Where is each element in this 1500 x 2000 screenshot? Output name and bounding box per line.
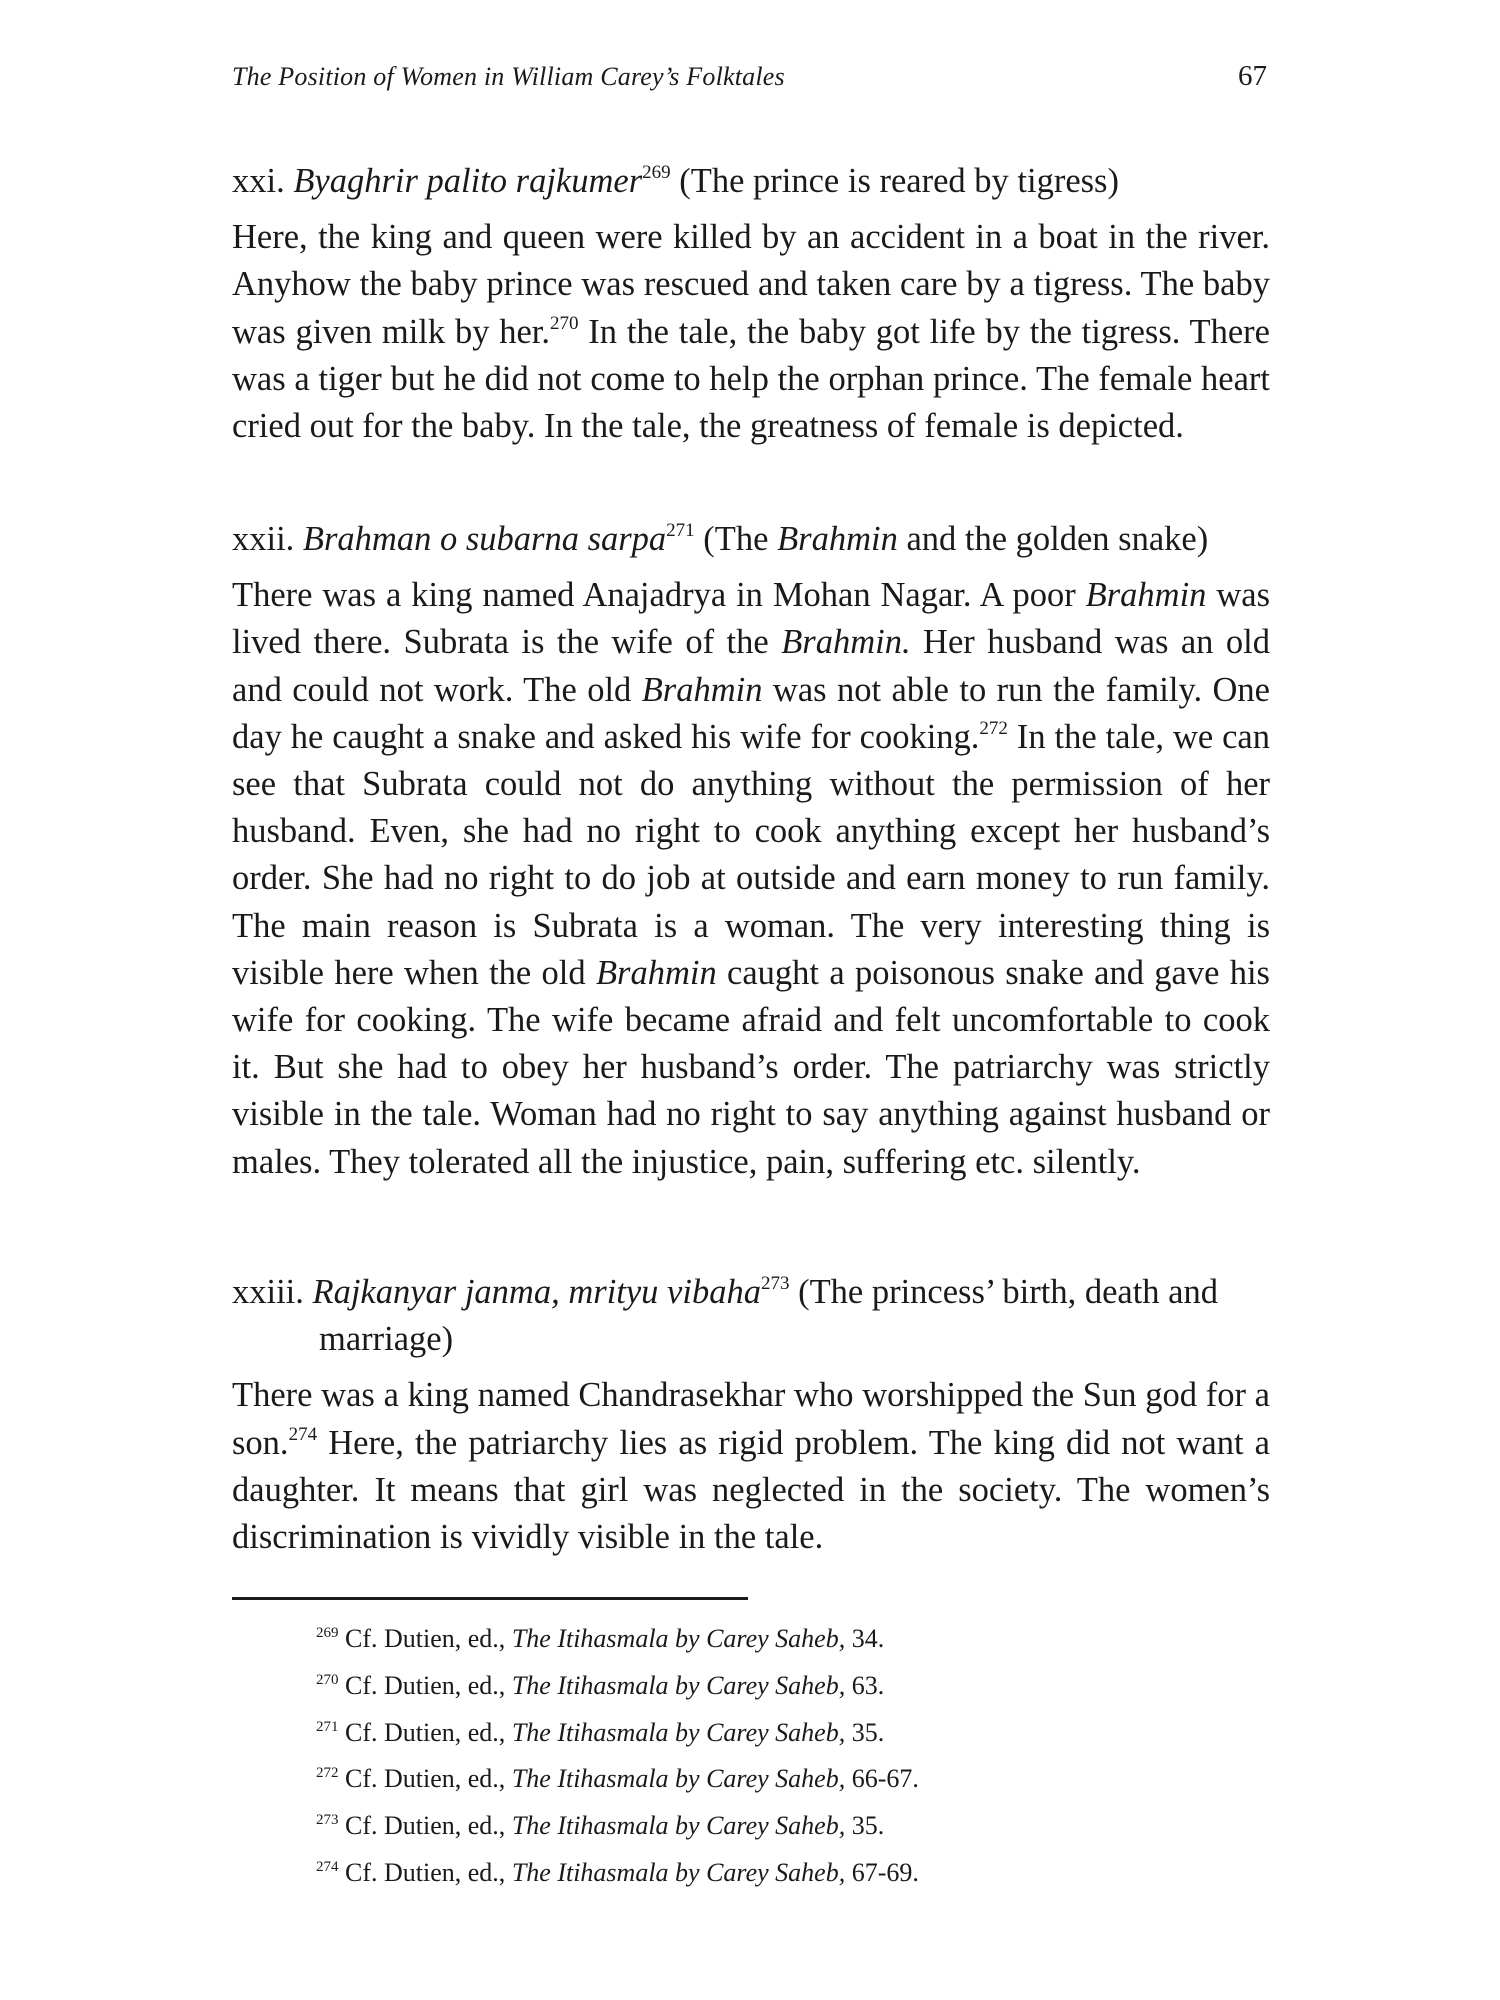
footnote-page: 63.	[845, 1670, 885, 1700]
section-numeral: xxii.	[232, 520, 295, 558]
footnote	[316, 1616, 919, 1663]
footnote-source-title: The Itihasmala by Carey Saheb,	[511, 1670, 846, 1700]
text-run: Here, the patriarchy lies as rigid problem. The king did not want a daughter. It means that girl was neglected in the society. The women’s discrimination is vividly visible in the tale.	[232, 1423, 1270, 1557]
footnote-page: 35.	[845, 1717, 885, 1747]
tale-gloss: (The prince is reared by tigress)	[679, 162, 1119, 200]
footnote-number: 272	[316, 1765, 339, 1782]
text-run: There was a king named Chandrasekhar who worshipped the Sun god for a son.	[232, 1376, 1270, 1462]
footnote-ref: 274	[288, 1423, 318, 1445]
footnote-source-title: The Itihasmala by Carey Saheb,	[511, 1811, 846, 1841]
footnote-text: Cf. Dutien, ed.,	[345, 1857, 512, 1887]
footnote-number: 269	[316, 1625, 339, 1641]
text-run: was lived there. Subrata is the wife of the	[232, 576, 1270, 662]
section-heading	[232, 1269, 1270, 1363]
section-xxii	[232, 516, 1270, 1186]
section-heading	[232, 516, 1270, 563]
footnote-page: 67-69.	[845, 1857, 919, 1887]
paragraph	[232, 1372, 1270, 1561]
paragraph	[232, 572, 1270, 1186]
tale-title: Rajkanyar janma, mrityu vibaha	[312, 1273, 761, 1311]
text-run: There was a king named Anajadrya in Mohan Nagar. A poor	[232, 576, 1086, 615]
section-heading	[232, 158, 1270, 205]
footnote	[316, 1756, 919, 1803]
footnote-source-title: The Itihasmala by Carey Saheb,	[511, 1717, 846, 1747]
footnote-number: 273	[316, 1812, 339, 1829]
text-run: In the tale, the baby got life by the tigress. There was a tiger but he did not come to help the orphan prince. The female heart cried out for the baby. In the tale, the greatness of female is depicted.	[232, 312, 1270, 446]
footnote	[316, 1850, 919, 1897]
footnote-ref: 269	[642, 162, 671, 183]
footnote-divider	[232, 1597, 748, 1600]
text-run: (The	[703, 520, 778, 558]
footnote-number: 270	[316, 1671, 339, 1688]
text-run: caught a poisonous snake and gave his wife for cooking. The wife became afraid and felt uncomfortable to cook it. But she had to obey her husband’s order. The patriarchy was strictly visible in the tale. Woman had no right to say anything against husband or males. They tolerated all the injustice, pain, suffering etc. silently.	[232, 953, 1270, 1181]
text-run: Her husband was an old and could not work. The old	[232, 623, 1270, 709]
page-number: 67	[1238, 60, 1267, 92]
tale-gloss	[703, 520, 1208, 558]
footnote-source-title: The Itihasmala by Carey Saheb,	[511, 1857, 846, 1887]
text-run: Brahmin	[641, 670, 763, 709]
text-run: Brahmin	[777, 520, 898, 558]
footnote-source-title: The Itihasmala by Carey Saheb,	[511, 1764, 846, 1794]
footnote-page: 35.	[845, 1811, 885, 1841]
text-run: Here, the king and queen were killed by an accident in a boat in the river. Anyhow the baby prince was rescued and taken care by a tigress. The baby was given milk by her.	[232, 218, 1270, 351]
running-head: The Position of Women in William Carey’s Folktales	[232, 62, 785, 91]
section-numeral: xxi.	[232, 162, 285, 200]
tale-title: Brahman o subarna sarpa	[302, 520, 667, 558]
footnotes	[316, 1616, 919, 1897]
text-run: and the golden snake)	[897, 520, 1209, 558]
section-xxi	[232, 158, 1270, 450]
footnote	[316, 1710, 919, 1757]
footnote-number: 271	[316, 1718, 339, 1735]
footnote-text: Cf. Dutien, ed.,	[345, 1764, 512, 1794]
text-run: Brahmin.	[781, 623, 911, 662]
text-run: In the tale, we can see that Subrata could not do anything without the permission of her husband. Even, she had no right to cook anything except her husband’s order. She had no right to do job at outside and earn money to run family. The main reason is Subrata is a woman. The very interesting thing is visible here when the old	[232, 717, 1270, 992]
footnote-ref: 272	[979, 717, 1008, 739]
tale-title: Byaghrir palito rajkumer	[293, 162, 643, 200]
footnote-source-title: The Itihasmala by Carey Saheb,	[511, 1624, 846, 1653]
section-numeral: xxiii.	[232, 1273, 304, 1311]
footnote-text: Cf. Dutien, ed.,	[345, 1811, 512, 1841]
footnote	[316, 1663, 919, 1710]
text-run: Brahmin	[595, 953, 717, 992]
footnote-text: Cf. Dutien, ed.,	[345, 1717, 512, 1747]
footnote-ref: 273	[760, 1273, 790, 1294]
footnote-page: 34.	[845, 1624, 885, 1653]
footnote-text: Cf. Dutien, ed.,	[345, 1670, 512, 1700]
text-run: was not able to run the family. One day he caught a snake and asked his wife for cooking.	[232, 670, 1270, 756]
footnote	[316, 1803, 919, 1850]
footnote-text: Cf. Dutien, ed.,	[345, 1624, 512, 1653]
footnote-ref: 270	[550, 312, 579, 334]
footnote-number: 274	[316, 1858, 339, 1875]
text-run: Brahmin	[1085, 576, 1207, 615]
footnote-ref: 271	[666, 520, 695, 541]
footnote-page: 66-67.	[845, 1764, 919, 1794]
paragraph	[232, 214, 1270, 450]
tale-gloss: (The princess’ birth, death and marriage)	[319, 1273, 1218, 1359]
section-xxiii	[232, 1269, 1270, 1561]
